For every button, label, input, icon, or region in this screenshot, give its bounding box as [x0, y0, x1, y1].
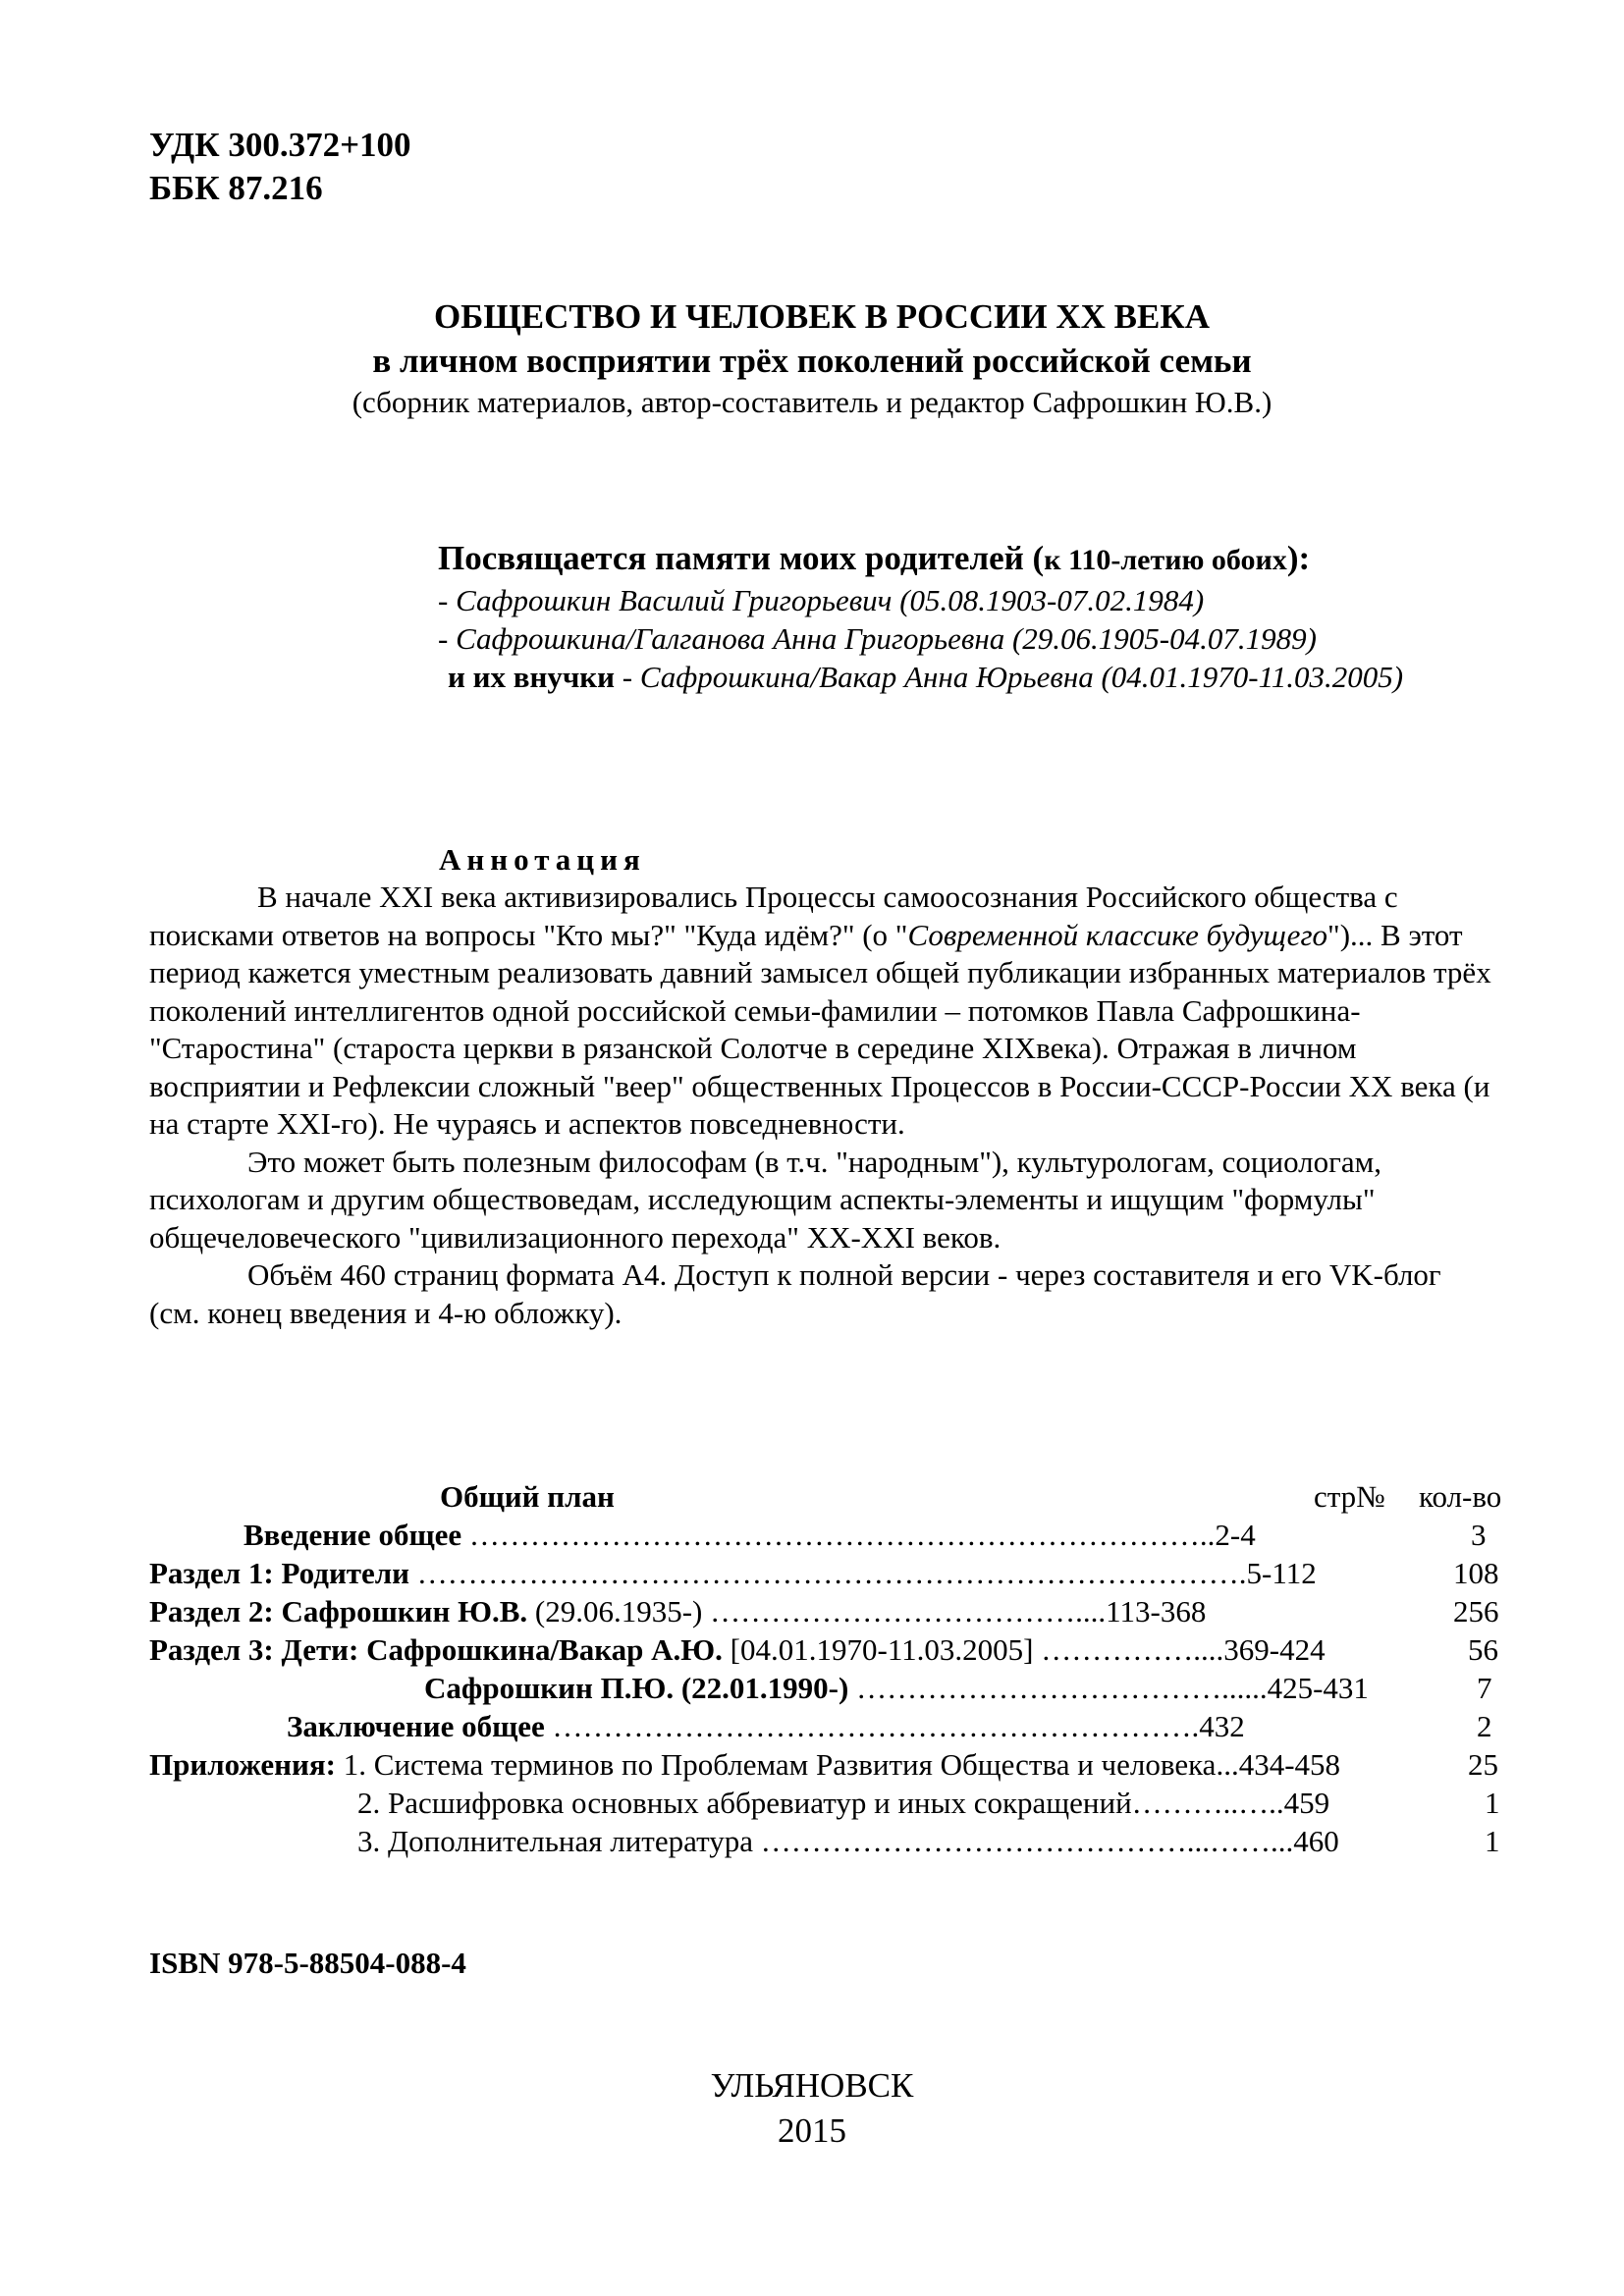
annotation-body: [149, 879, 1494, 1332]
classification-codes: [149, 124, 411, 210]
annotation-heading: Аннотация: [439, 842, 646, 877]
imprint: [0, 2063, 1624, 2154]
bbk-code: ББК 87.216: [149, 169, 323, 207]
page-subtitle: в личном восприятии трёх поколений российской семьи: [372, 342, 1252, 380]
plan-col-page: стр№: [1314, 1479, 1385, 1514]
plan-row: Раздел 3: Дети: Сафрошкина/Вакар А.Ю. [04.01.1970-11.03.2005] ……………....369-424 56: [149, 1632, 1498, 1667]
plan-row: 3. Дополнительная литература ……………………………………...……...460 1: [357, 1824, 1500, 1858]
annotation-paragraph-3: Объём 460 страниц формата А4. Доступ к полной версии - через составителя и его VK-блог (см. конец введения и 4-ю обложку).: [149, 1257, 1441, 1330]
dedication-line-mother: - Сафрошкина/Галганова Анна Григорьевна (29.06.1905-04.07.1989): [438, 621, 1317, 656]
page-title: ОБЩЕСТВО И ЧЕЛОВЕК В РОССИИ ХХ ВЕКА: [433, 297, 1211, 336]
imprint-city: УЛЬЯНОВСК: [710, 2066, 914, 2105]
dedication-line-father: - Сафрошкин Василий Григорьевич (05.08.1903-07.02.1984): [438, 583, 1205, 617]
plan-col-count: кол-во: [1419, 1479, 1502, 1514]
page-title-note: (сборник материалов, автор-составитель и редактор Сафрошкин Ю.В.): [352, 385, 1272, 419]
annotation-paragraph-2: Это может быть полезным философам (в т.ч. "народным"), культурологам, социологам, психологам и другим обществоведам, исследующим аспекты-элементы и ищущим "формулы" общечеловеческого "цивилизационного перехода" XX-XXI веков.: [149, 1144, 1381, 1255]
dedication-line-granddaughter: и их внучки - Сафрошкина/Вакар Анна Юрьевна (04.01.1970-11.03.2005): [448, 660, 1404, 694]
plan-row: Приложения: 1. Система терминов по Проблемам Развития Общества и человека...434-458 25: [149, 1747, 1498, 1782]
imprint-year: 2015: [778, 2111, 846, 2150]
title-block: [0, 294, 1624, 422]
isbn: ISBN 978-5-88504-088-4: [149, 1946, 466, 1980]
dedication: [438, 538, 1403, 696]
udk-code: УДК 300.372+100: [149, 126, 411, 164]
plan-row: 2. Расшифровка основных аббревиатур и иных сокращений………..…..459 1: [357, 1786, 1500, 1820]
annotation-paragraph-1: В начале XXI века активизировались Процессы самоосознания Российского общества с поисками ответов на вопросы "Кто мы?" "Куда идём?" (о "Современной классике будущего")... В этот период кажется уместным реализовать давний замысел общей публикации избранных материалов трёх поколений интеллигентов одной российской семьи-фамилии – потомков Павла Сафрошкина-"Старостина" (староста церкви в рязанской Солотче в середине XIXвека). Отражая в личном восприятии и Рефлексии сложный "веер" общественных Процессов в России-СССР-России ХХ века (и на старте XXI-го). Не чураясь и аспектов повседневности.: [149, 880, 1491, 1141]
plan-row: Введение общее ………………………………………………………………..2-4 3: [244, 1518, 1487, 1552]
plan-row: Раздел 2: Сафрошкин Ю.В. (29.06.1935-) ………………………………....113-368 256: [149, 1594, 1499, 1629]
plan-row: Сафрошкин П.Ю. (22.01.1990-) ………………………………......425-431 7: [424, 1671, 1492, 1705]
plan-row: Раздел 1: Родители ……………………………………………………………………….5-112 108: [149, 1556, 1499, 1590]
contents-plan: [149, 1477, 1524, 1860]
dedication-heading: Посвящается памяти моих родителей (к 110-летию обоих):: [438, 539, 1311, 577]
plan-title: Общий план: [440, 1479, 615, 1514]
plan-row: Заключение общее ……………………………………………………….432 2: [287, 1709, 1492, 1743]
plan-header-row: [149, 1477, 1524, 1516]
